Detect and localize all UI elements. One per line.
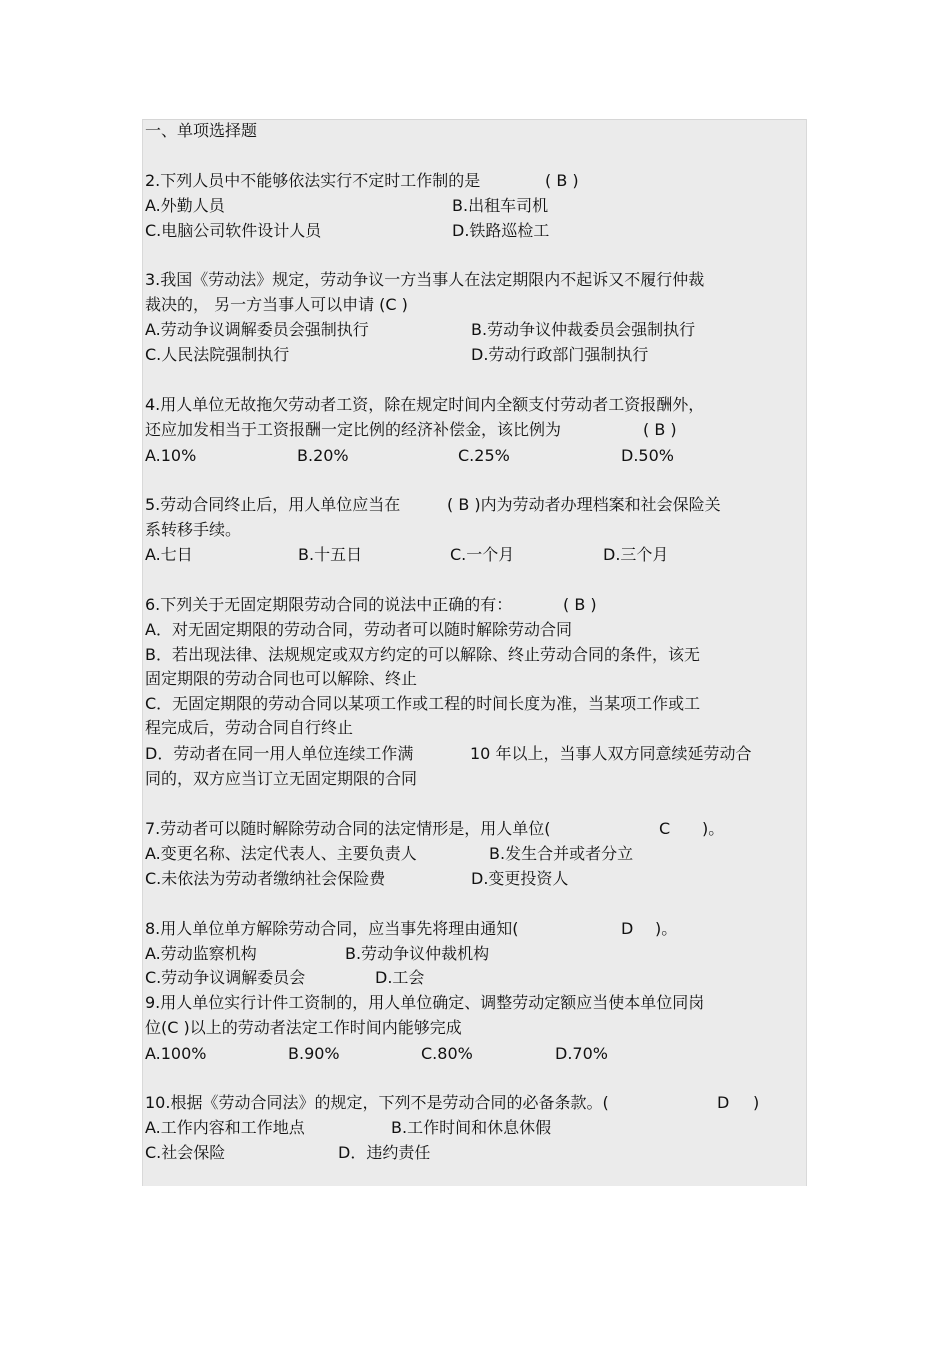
question-8-stem: 8.用人单位单方解除劳动合同，应当事先将理由通知( [145,919,519,938]
question-2-option-d: D.铁路巡检工 [452,221,550,240]
question-2-option-b: B.出租车司机 [452,196,549,215]
question-7-stem-end: )。 [702,819,725,838]
question-9-option-a: A.100% [145,1044,207,1063]
question-10-answer: D [717,1093,730,1112]
question-6-option-c-line-1: C．无固定期限的劳动合同以某项工作或工程的时间长度为准，当某项工作或工 [145,694,701,713]
question-6-option-d-line-1-end: 10 年以上，当事人双方同意续延劳动合 [470,744,752,763]
question-5-option-c: C.一个月 [450,545,515,564]
question-5-option-d: D.三个月 [603,545,669,564]
section-title: 一、单项选择题 [145,121,258,140]
question-6-option-c-line-2: 程完成后，劳动合同自行终止 [145,718,354,737]
question-8-answer: D [621,919,634,938]
question-2-option-a: A.外勤人员 [145,196,225,215]
question-5-stem-line-1: 5.劳动合同终止后，用人单位应当在 [145,495,401,514]
question-10-option-c: C.社会保险 [145,1143,226,1162]
question-10-stem-end: ) [753,1093,760,1112]
question-7-option-d: D.变更投资人 [471,869,569,888]
question-7-stem: 7.劳动者可以随时解除劳动合同的法定情形是，用人单位( [145,819,551,838]
question-4-stem-line-2: 还应加发相当于工资报酬一定比例的经济补偿金，该比例为 [145,420,562,439]
question-4-stem-line-1: 4.用人单位无故拖欠劳动者工资，除在规定时间内全额支付劳动者工资报酬外， [145,395,705,414]
question-3-stem-line-2: 裁决的， 另一方当事人可以申请 (C ) [145,295,408,314]
question-6-option-a: A．对无固定期限的劳动合同，劳动者可以随时解除劳动合同 [145,620,572,639]
question-9-stem-line-2: 位(C )以上的劳动者法定工作时间内能够完成 [145,1018,462,1037]
question-6-option-d-line-2: 同的，双方应当订立无固定期限的合同 [145,769,418,788]
question-8-option-d: D.工会 [375,968,425,987]
question-7-option-b: B.发生合并或者分立 [489,844,634,863]
question-9-option-d: D.70% [555,1044,608,1063]
question-2-option-c: C.电脑公司软件设计人员 [145,221,322,240]
question-7-option-a: A.变更名称、法定代表人、主要负责人 [145,844,417,863]
question-7-option-c: C.未依法为劳动者缴纳社会保险费 [145,869,386,888]
question-7-answer: C [659,819,671,838]
question-3-stem-line-1: 3.我国《劳动法》规定，劳动争议一方当事人在法定期限内不起诉又不履行仲裁 [145,270,705,289]
question-6-stem: 6.下列关于无固定期限劳动合同的说法中正确的有： [145,595,513,614]
question-8-option-b: B.劳动争议仲裁机构 [345,944,490,963]
document-panel [142,119,807,1186]
question-8-stem-end: )。 [655,919,678,938]
question-10-option-d: D．违约责任 [338,1143,431,1162]
question-4-option-b: B.20% [297,446,349,465]
question-6-option-b-line-2: 固定期限的劳动合同也可以解除、终止 [145,669,418,688]
question-10-option-b: B.工作时间和休息休假 [391,1118,552,1137]
question-5-stem-line-1-end: ( B )内为劳动者办理档案和社会保险关 [447,495,721,514]
question-9-stem-line-1: 9.用人单位实行计件工资制的，用人单位确定、调整劳动定额应当使本单位同岗 [145,993,705,1012]
question-8-option-c: C.劳动争议调解委员会 [145,968,306,987]
question-10-option-a: A.工作内容和工作地点 [145,1118,305,1137]
question-9-option-b: B.90% [288,1044,340,1063]
question-5-stem-line-2: 系转移手续。 [145,520,242,539]
question-4-answer: ( B ) [643,420,677,439]
question-8-option-a: A.劳动监察机构 [145,944,257,963]
question-4-option-c: C.25% [458,446,510,465]
question-6-answer: ( B ) [563,595,597,614]
question-5-option-b: B.十五日 [298,545,363,564]
question-3-option-b: B.劳动争议仲裁委员会强制执行 [471,320,696,339]
question-10-stem: 10.根据《劳动合同法》的规定，下列不是劳动合同的必备条款。( [145,1093,609,1112]
question-2-answer: ( B ) [545,171,579,190]
question-3-option-d: D.劳动行政部门强制执行 [471,345,649,364]
question-3-option-a: A.劳动争议调解委员会强制执行 [145,320,369,339]
question-6-option-d-line-1: D．劳动者在同一用人单位连续工作满 [145,744,414,763]
question-6-option-b-line-1: B．若出现法律、法规规定或双方约定的可以解除、终止劳动合同的条件，该无 [145,645,700,664]
question-3-option-c: C.人民法院强制执行 [145,345,290,364]
question-5-option-a: A.七日 [145,545,193,564]
question-4-option-a: A.10% [145,446,197,465]
question-2-stem: 2.下列人员中不能够依法实行不定时工作制的是 [145,171,481,190]
question-9-option-c: C.80% [421,1044,473,1063]
question-4-option-d: D.50% [621,446,674,465]
